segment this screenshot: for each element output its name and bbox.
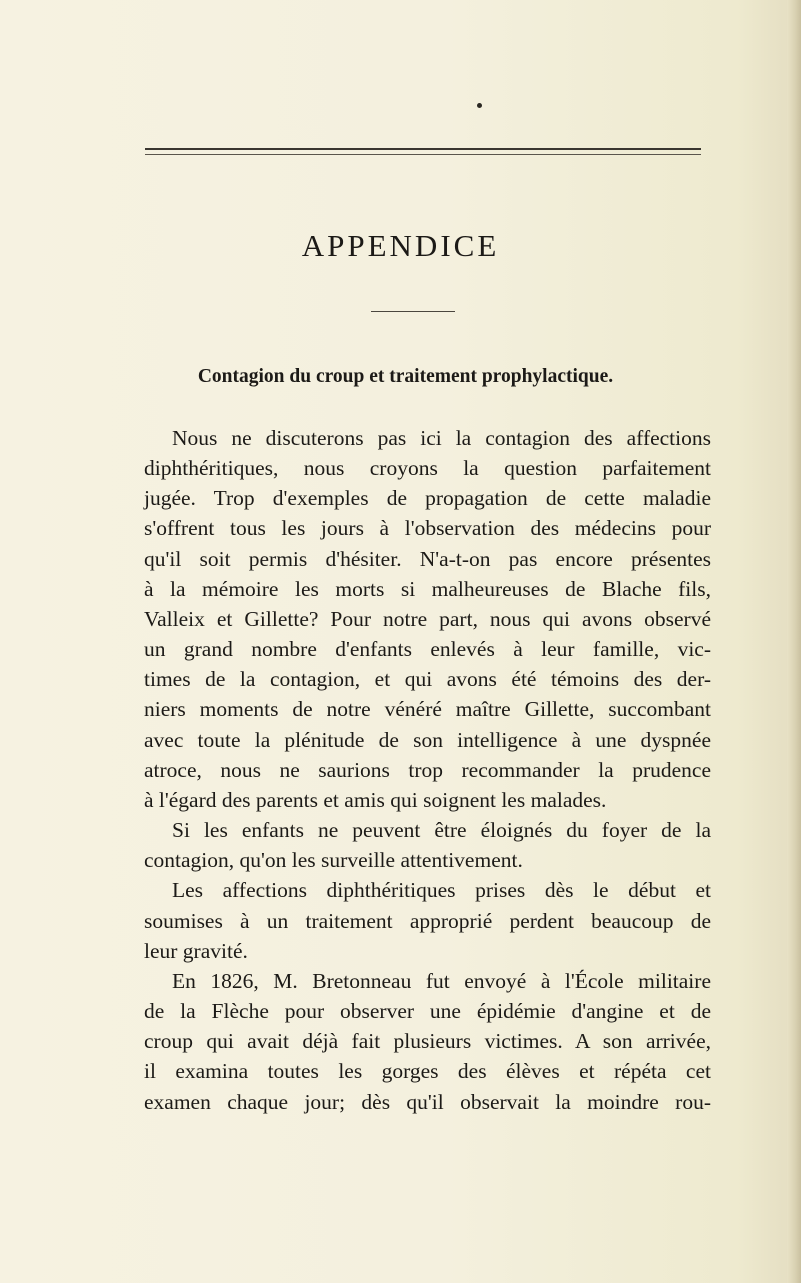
header-rule-thin <box>145 154 701 155</box>
text-line: examen chaque jour; dès qu'il observait la moindre rou- <box>144 1090 711 1114</box>
heading-divider <box>371 311 455 312</box>
text-line: qu'il soit permis d'hésiter. N'a-t-on pas encore présentes <box>144 547 711 571</box>
text-line: En 1826, M. Bretonneau fut envoyé à l'École militaire <box>172 969 711 993</box>
text-line: Nous ne discuterons pas ici la contagion des affections <box>172 426 711 450</box>
section-subtitle: Contagion du croup et traitement prophylactique. <box>197 366 614 387</box>
page-edge-shadow <box>787 0 801 1283</box>
text-line: un grand nombre d'enfants enlevés à leur famille, vic- <box>144 637 711 661</box>
text-line: niers moments de notre vénéré maître Gillette, succombant <box>144 697 711 721</box>
text-line: avec toute la plénitude de son intelligence à une dyspnée <box>144 728 711 752</box>
text-line: contagion, qu'on les surveille attentivement. <box>144 848 523 872</box>
text-line: Si les enfants ne peuvent être éloignés du foyer de la <box>172 818 711 842</box>
text-line: leur gravité. <box>144 939 248 963</box>
text-line: croup qui avait déjà fait plusieurs victimes. A son arrivée, <box>144 1029 711 1053</box>
text-line: jugée. Trop d'exemples de propagation de cette maladie <box>144 486 711 510</box>
text-line: à l'égard des parents et amis qui soignent les malades. <box>144 788 607 812</box>
text-line: à la mémoire les morts si malheureuses de Blache fils, <box>144 577 711 601</box>
text-line: atroce, nous ne saurions trop recommander la prudence <box>144 758 711 782</box>
text-line: il examina toutes les gorges des élèves et répéta cet <box>144 1059 711 1083</box>
header-rule <box>145 148 701 150</box>
text-line: s'offrent tous les jours à l'observation des médecins pour <box>144 516 711 540</box>
text-line: Les affections diphthéritiques prises dès le début et <box>172 878 711 902</box>
text-line: de la Flèche pour observer une épidémie d'angine et de <box>144 999 711 1023</box>
text-line: soumises à un traitement approprié perdent beaucoup de <box>144 909 711 933</box>
ink-speck <box>477 103 482 108</box>
text-line: Valleix et Gillette? Pour notre part, nous qui avons observé <box>144 607 711 631</box>
text-line: times de la contagion, et qui avons été témoins des der- <box>144 667 711 691</box>
page-heading: APPENDICE <box>301 228 500 263</box>
text-line: diphthéritiques, nous croyons la question parfaitement <box>144 456 711 480</box>
